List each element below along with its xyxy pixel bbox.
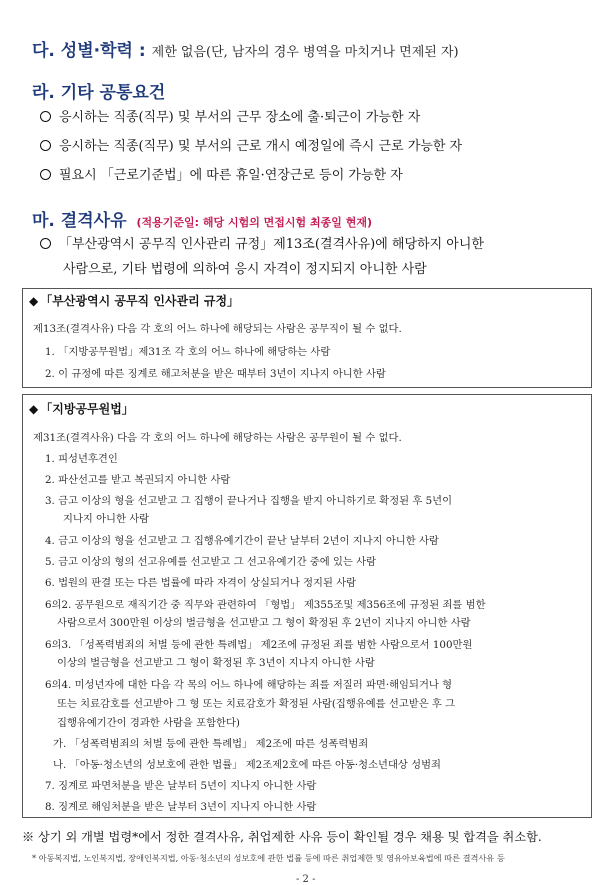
diamond-icon: ◆ (29, 402, 39, 416)
box2-line: 지나지 아니한 사람 (63, 513, 150, 525)
box2-line: 2. 파산선고를 받고 복권되지 아니한 사람 (45, 474, 231, 486)
section-da-desc: 제한 없음(단, 남자의 경우 병역을 마치거나 면제된 자) (151, 45, 459, 60)
box1-item: 2. 이 규정에 따른 징계로 해고처분을 받은 때부터 3년이 지나지 아니한 사람 (45, 368, 386, 380)
requirement-text: 필요시 「근로기준법」에 따른 휴일·연장근로 등이 가능한 자 (59, 168, 403, 183)
box2-line: 7. 징계로 파면처분을 받은 날부터 5년이 지나지 아니한 사람 (45, 780, 317, 792)
requirement-text: 응시하는 직종(직무) 및 부서의 근무 장소에 출·퇴근이 가능한 자 (59, 110, 421, 125)
section-ra-title: 라. 기타 공통요건 (32, 83, 166, 103)
box1-title: 「부산광역시 공무직 인사관리 규정」 (40, 294, 240, 308)
box2-line: 가. 「성폭력범죄의 처벌 등에 관한 특례법」 제2조에 따른 성폭력범죄 (53, 738, 369, 750)
page-number: - 2 - (296, 874, 316, 885)
box2-line: 8. 징계로 해임처분을 받은 날부터 3년이 지나지 아니한 사람 (45, 801, 317, 813)
circle-bullet-icon (40, 169, 51, 180)
circle-bullet-icon (40, 111, 51, 122)
box2-line: 이상의 벌금형을 선고받고 그 형이 확정된 후 3년이 지나지 아니한 사람 (57, 657, 375, 669)
circle-bullet-icon (40, 238, 51, 249)
circle-bullet-icon (40, 140, 51, 151)
box2-line: 집행유예기간이 경과한 사람을 포함한다) (57, 717, 240, 729)
section-da (32, 36, 459, 61)
disqualification-item (40, 237, 484, 253)
box2-line: 사람으로서 300만원 이상의 벌금형을 선고받고 그 형이 확정된 후 2년이 지나지 아니한 사람 (57, 617, 471, 629)
disqualification-item-cont (63, 262, 427, 278)
box2-title: 「지방공무원법」 (40, 402, 134, 416)
busan-regulation-box (22, 288, 592, 388)
section-ma-note: (적용기준일: 해당 시험의 면접시험 최종일 현재) (136, 216, 372, 229)
requirement-item (40, 168, 403, 184)
box1-title-row (29, 295, 239, 308)
requirement-item (40, 110, 420, 126)
requirement-text: 응시하는 직종(직무) 및 부서의 근로 개시 예정일에 즉시 근로 가능한 자 (59, 139, 463, 154)
section-da-title: 다. 성별·학력 : (32, 41, 146, 61)
box2-title-row (29, 403, 134, 416)
box1-intro: 제13조(결격사유) 다음 각 호의 어느 하나에 해당되는 사람은 공무직이 될 수 없다. (33, 323, 402, 335)
disqualification-line-2: 사람으로, 기타 법령에 의하여 응시 자격이 정지되지 아니한 사람 (63, 262, 427, 277)
box2-line: 6의2. 공무원으로 재직기간 중 직무와 관련하여 「형법」 제355조및 제356조에 규정된 죄를 범한 (45, 599, 486, 611)
box2-line: 또는 치료감호를 선고받아 그 형 또는 치료감호가 확정된 사람(집행유예를 선고받은 후 그 (57, 698, 456, 710)
section-ma (32, 206, 372, 231)
footnote: ※ 상기 외 개별 법령*에서 정한 결격사유, 취업제한 사유 등이 확인될 경우 채용 및 합격을 취소함. (22, 830, 542, 844)
section-ma-title: 마. 결격사유 (32, 211, 127, 231)
box2-line: 3. 금고 이상의 형을 선고받고 그 집행이 끝나거나 집행을 받지 아니하기로 확정된 후 5년이 (45, 495, 453, 507)
box2-line: 1. 피성년후견인 (45, 453, 118, 465)
requirement-item (40, 139, 462, 155)
box2-line: 6. 법원의 판결 또는 다른 법률에 따라 자격이 상실되거나 정지된 사람 (45, 577, 357, 589)
disqualification-line-1: 「부산광역시 공무직 인사관리 규정」제13조(결격사유)에 해당하지 아니한 (59, 237, 484, 252)
box2-line: 5. 금고 이상의 형의 선고유예를 선고받고 그 선고유예기간 중에 있는 사람 (45, 556, 377, 568)
diamond-icon: ◆ (29, 294, 39, 308)
box2-line: 나. 「아동·청소년의 성보호에 관한 법률」 제2조제2호에 따른 아동·청소년대상 성범죄 (53, 759, 441, 771)
box2-line: 6의3. 「성폭력범죄의 처벌 등에 관한 특례법」 제2조에 규정된 죄를 범한 사람으로서 100만원 (45, 639, 473, 651)
box2-intro: 제31조(결격사유) 다음 각 호의 어느 하나에 해당하는 사람은 공무원이 될 수 없다. (33, 432, 402, 444)
subnote: * 아동복지법, 노인복지법, 장애인복지법, 아동·청소년의 성보호에 관한 법률 등에 따른 취업제한 및 영유아보육법에 따른 결격사유 등 (32, 853, 505, 863)
section-ra (32, 78, 165, 103)
box1-item: 1. 「지방공무원법」제31조 각 호의 어느 하나에 해당하는 사람 (45, 346, 331, 358)
box2-line: 4. 금고 이상의 형을 선고받고 그 집행유예기간이 끝난 날부터 2년이 지나지 아니한 사람 (45, 535, 439, 547)
box2-line: 6의4. 미성년자에 대한 다음 각 목의 어느 하나에 해당하는 죄를 저질러 파면·해임되거나 형 (45, 679, 453, 691)
local-public-officials-act-box (22, 394, 592, 818)
